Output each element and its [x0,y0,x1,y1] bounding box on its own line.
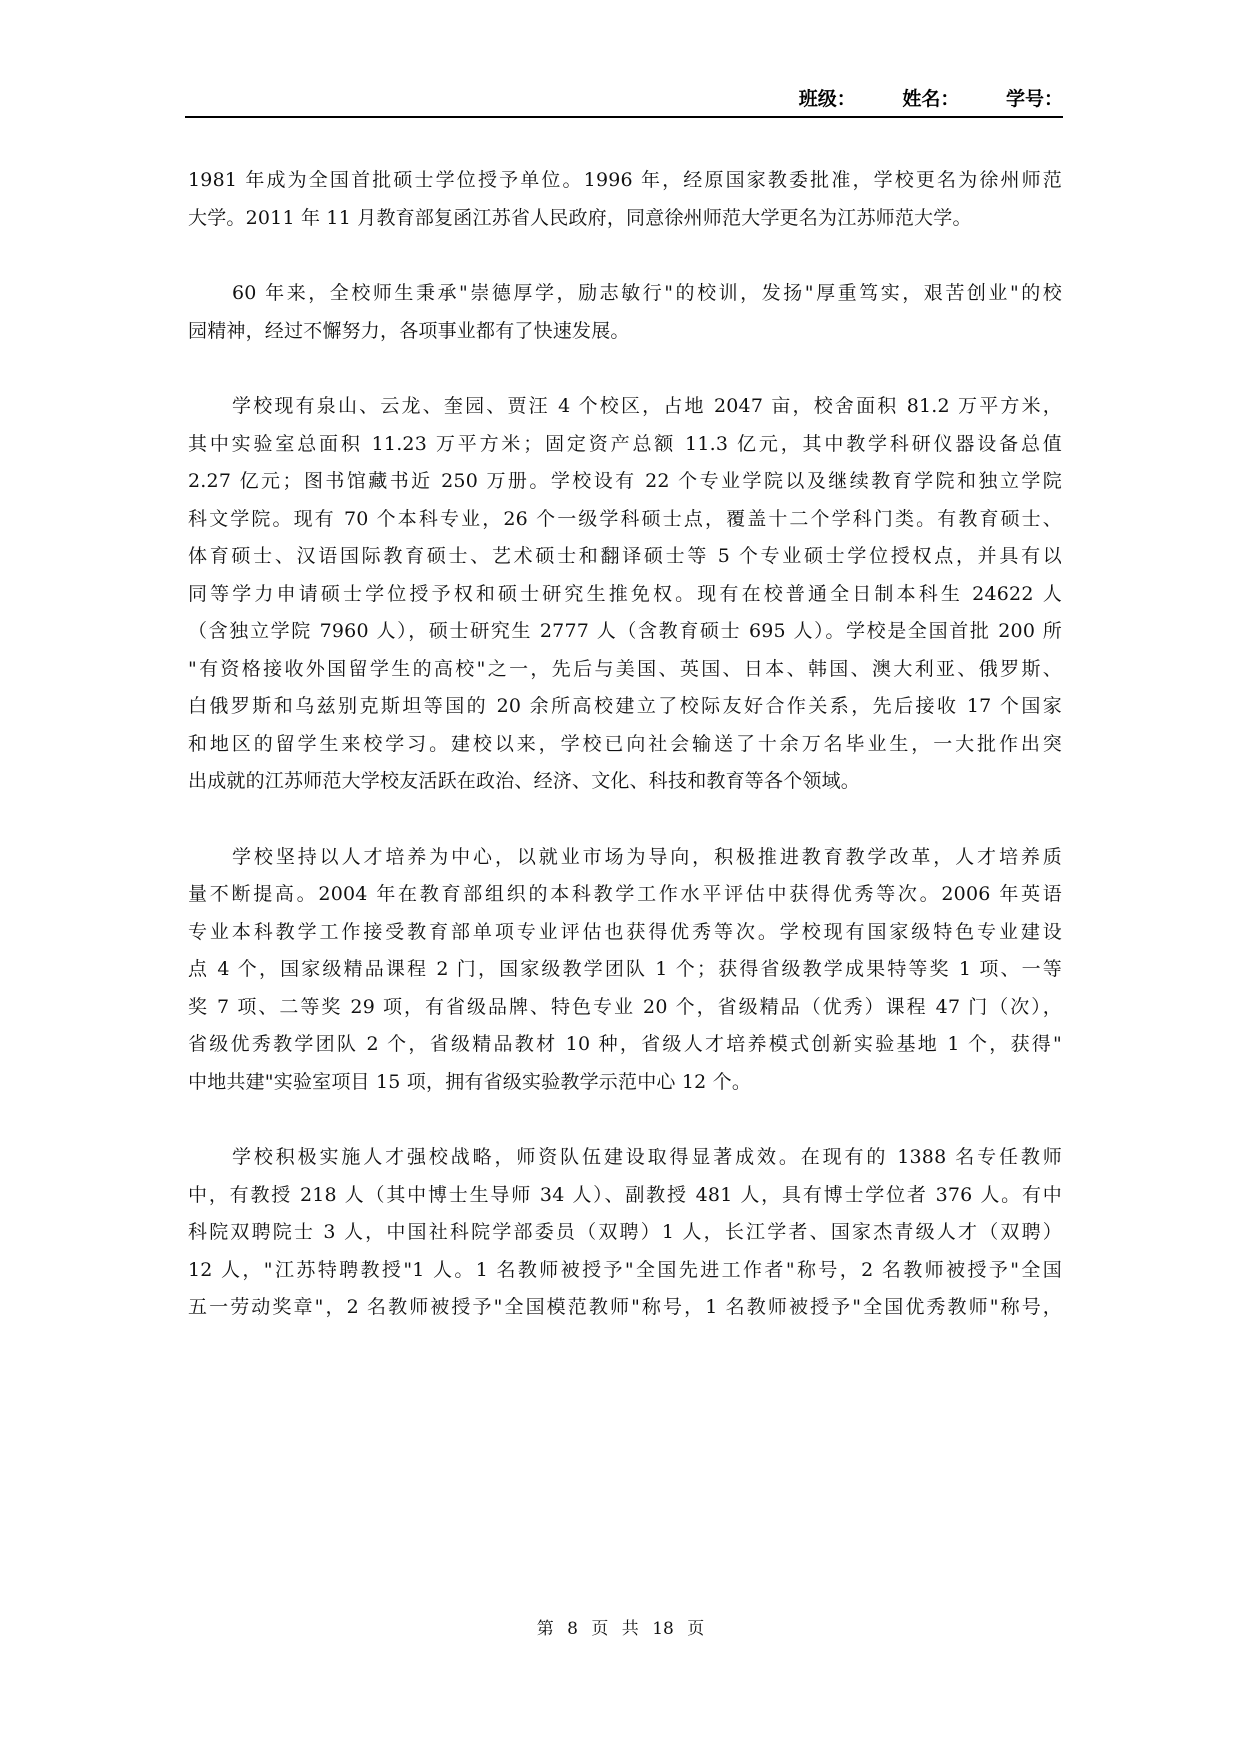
text-line: 同等学力申请硕士学位授予权和硕士研究生推免权。现有在校普通全日制本科生 24622 人 [188,582,1062,605]
text-line: 五一劳动奖章"，2 名教师被授予"全国模范教师"称号，1 名教师被授予"全国优秀教师"称号， [188,1296,1062,1318]
text-line: 中地共建"实验室项目 15 项，拥有省级实验教学示范中心 12 个。 [188,1070,752,1093]
text-line: 中，有教授 218 人（其中博士生导师 34 人）、副教授 481 人，具有博士学位者 376 人。有中 [188,1183,1062,1206]
text-line: 园精神，经过不懈努力，各项事业都有了快速发展。 [188,319,630,342]
text-line: 量不断提高。2004 年在教育部组织的本科教学工作水平评估中获得优秀等次。2006 年英语 [188,883,1062,905]
text-line: 科文学院。现有 70 个本科专业，26 个一级学科硕士点，覆盖十二个学科门类。有教育硕士、 [188,507,1062,530]
paragraph [188,162,1062,237]
text-line: 12 人，"江苏特聘教授"1 人。1 名教师被授予"全国先进工作者"称号，2 名教师被授予"全国 [188,1258,1062,1281]
page-header [185,86,1063,118]
text-line: 学校积极实施人才强校战略，师资队伍建设取得显著成效。在现有的 1388 名专任教师 [232,1146,1062,1168]
text-line: 2.27 亿元；图书馆藏书近 250 万册。学校设有 22 个专业学院以及继续教育学院和独立学院 [188,470,1062,492]
name-label: 姓名： [902,88,960,110]
text-line: 1981 年成为全国首批硕士学位授予单位。1996 年，经原国家教委批准，学校更名为徐州师范 [188,169,1062,191]
text-line: 出成就的江苏师范大学校友活跃在政治、经济、文化、科技和教育等各个领域。 [188,770,861,792]
text-line: 大学。2011 年 11 月教育部复函江苏省人民政府，同意徐州师范大学更名为江苏师范大学。 [188,206,972,229]
text-line: "有资格接收外国留学生的高校"之一，先后与美国、英国、日本、韩国、澳大利亚、俄罗斯、 [188,657,1062,680]
text-line: 体育硕士、汉语国际教育硕士、艺术硕士和翻译硕士等 5 个专业硕士学位授权点，并具有以 [188,545,1062,567]
text-line: 省级优秀教学团队 2 个，省级精品教材 10 种，省级人才培养模式创新实验基地 1 个，获得" [188,1033,1062,1055]
paragraph [188,275,1062,350]
text-line: 其中实验室总面积 11.23 万平方米；固定资产总额 11.3 亿元，其中教学科研仪器设备总值 [188,432,1062,455]
text-line: 学校现有泉山、云龙、奎园、贾汪 4 个校区，占地 2047 亩，校舍面积 81.2 万平方米， [232,395,1062,417]
paragraph [188,1139,1062,1327]
student-id-label: 学号： [1005,88,1063,110]
text-line: 奖 7 项、二等奖 29 项，有省级品牌、特色专业 20 个，省级精品（优秀）课程 47 门（次）， [188,995,1062,1018]
text-line: 白俄罗斯和乌兹别克斯坦等国的 20 余所高校建立了校际友好合作关系，先后接收 17 个国家 [188,695,1062,717]
paragraph [188,839,1062,1102]
text-line: 点 4 个，国家级精品课程 2 门，国家级教学团队 1 个；获得省级教学成果特等奖 1 项、一等 [188,958,1062,980]
text-line: （含独立学院 7960 人），硕士研究生 2777 人（含教育硕士 695 人）。学校是全国首批 200 所 [188,620,1062,642]
text-line: 专业本科教学工作接受教育部单项专业评估也获得优秀等次。学校现有国家级特色专业建设 [188,920,1062,943]
page-number: 第 8 页 共 18 页 [536,1619,705,1639]
text-line: 和地区的留学生来校学习。建校以来，学校已向社会输送了十余万名毕业生，一大批作出突 [188,732,1062,755]
text-line: 科院双聘院士 3 人，中国社科院学部委员（双聘）1 人，长江学者、国家杰青级人才（双聘） [188,1221,1062,1243]
text-line: 60 年来，全校师生秉承"崇德厚学，励志敏行"的校训，发扬"厚重笃实，艰苦创业"的校 [232,282,1062,304]
text-line: 学校坚持以人才培养为中心，以就业市场为导向，积极推进教育教学改革，人才培养质 [232,845,1062,868]
document-body [188,162,1062,1327]
class-label: 班级： [798,88,856,110]
paragraph [188,388,1062,801]
